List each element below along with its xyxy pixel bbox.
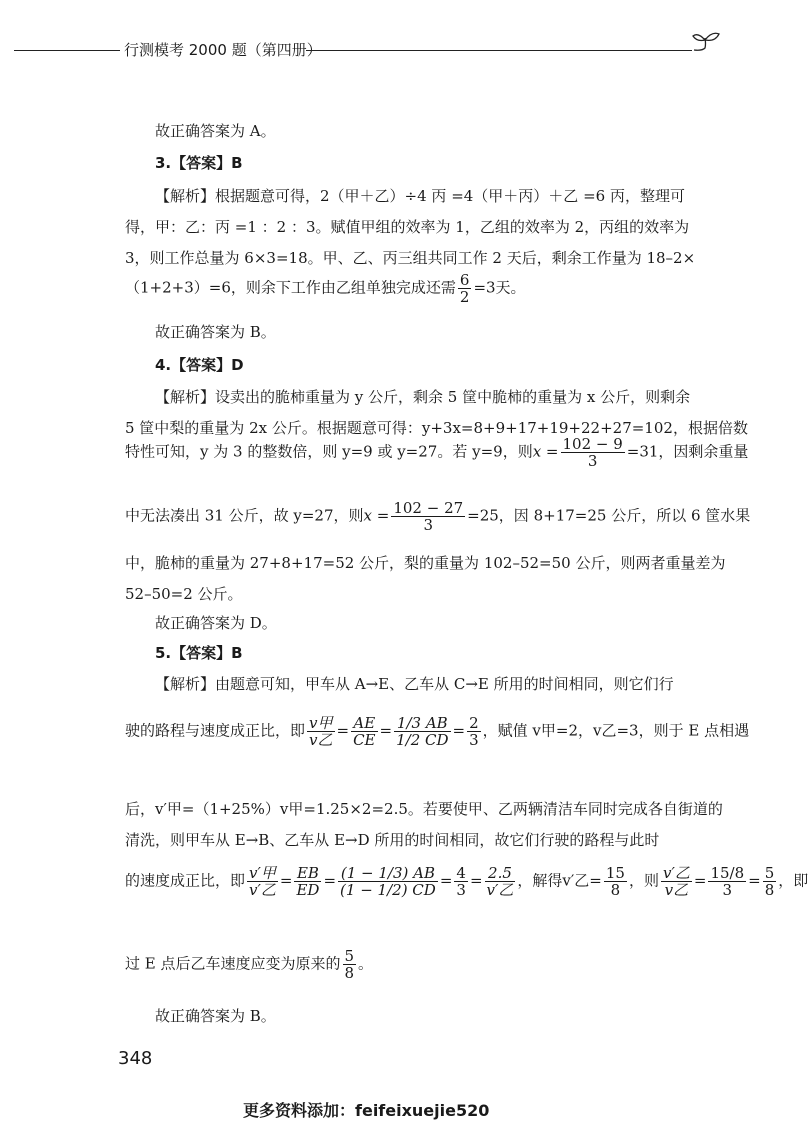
q3-conclusion: 故正确答案为 B。 (155, 323, 276, 341)
page-header (0, 30, 800, 70)
footer-contact: 更多资料添加：feifeixuejie520 (243, 1101, 490, 1120)
q5-analysis-cont: 清洗，则甲车从 E→B、乙车从 E→D 所用的时间相同，故它们行驶的路程与此时 (125, 831, 660, 849)
fraction: $\frac{2}{3}$ (469, 714, 479, 749)
q5-answer: 5.【答案】B (155, 644, 243, 662)
q4-answer: 4.【答案】D (155, 356, 244, 374)
q3-analysis-cont: （1+2+3）=6，则余下工作由乙组单独完成还需 $\frac{6}{2}$ =3天。 (125, 271, 526, 306)
fraction: $\frac{5}{8}$ (764, 864, 775, 899)
q5-analysis-cont: 过 E 点后乙车速度应变为原来的 $\frac{5}{8}$ 。 (125, 947, 374, 982)
fraction: $\frac{15/8}{3}$ (710, 864, 745, 899)
fraction: $\frac{AE}{CE}$ (353, 714, 376, 749)
fraction: $\frac{15}{8}$ (605, 864, 625, 899)
q5-analysis-cont: 驶的路程与速度成正比，即 $\frac{\text{v甲}}{\text{v乙}}$ = $\frac{AE}{CE}$ = $\frac{1/3 AB}{1/2 CD}$ = $\frac{2}{3}$ ，赋值 v甲=2，v乙=3，则于 E 点相遇 (125, 714, 750, 749)
q5-analysis-cont: 后，v′甲=（1+25%）v甲=1.25×2=2.5。若要使甲、乙两辆清洁车同时完成各自街道的 (125, 800, 723, 818)
header-title: 行测模考 2000 题（第四册） (124, 41, 322, 59)
fraction: $\frac{1/3 AB}{1/2 CD}$ (396, 714, 449, 749)
sprout-icon (690, 30, 724, 70)
fraction: $\frac{(1 - 1/3) AB}{(1 - 1/2) CD}$ (340, 864, 436, 899)
q4-analysis: 【解析】设卖出的脆柿重量为 y 公斤，剩余 5 筐中脆柿的重量为 x 公斤，则剩余 (155, 388, 691, 406)
page-number: 348 (118, 1048, 153, 1069)
fraction: $\frac{\text{v′乙}}{\text{v乙}}$ (662, 864, 690, 899)
q4-analysis-cont: 特性可知，y 为 3 的整数倍，则 y=9 或 y=27。若 y=9，则x = $\frac{102 - 9}{3}$ =31，因剩余重量 (125, 435, 749, 470)
fraction: $\frac{\text{v′甲}}{\text{v′乙}}$ (249, 864, 276, 899)
q3-analysis-cont: 得，甲：乙：丙 =1 ：2 ：3。赋值甲组的效率为 1，乙组的效率为 2，丙组的效率为 (125, 218, 690, 236)
q2-conclusion: 故正确答案为 A。 (155, 122, 276, 140)
q3-analysis-cont: 3，则工作总量为 6×3=18。甲、乙、丙三组共同工作 2 天后，剩余工作量为 18–2× (125, 249, 696, 267)
fraction: $\frac{2.5}{\text{v′乙}}$ (486, 864, 514, 899)
q5-analysis: 【解析】由题意可知，甲车从 A→E、乙车从 C→E 所用的时间相同，则它们行 (155, 675, 674, 693)
q5-analysis-cont: 的速度成正比，即 $\frac{\text{v′甲}}{\text{v′乙}}$ = $\frac{EB}{ED}$ = $\frac{(1 - 1/3) AB}{(1 - 1/2) CD}$ = $\frac{4}{3}$ = $\frac{2.5}{\text{v′乙}}$ ，解得v′乙= $\frac{15}{8}$ ，则 $\frac{\text{v′乙}}{\text{v乙}}$ = $\frac{15/8}{3}$ = $\frac{5}{8}$ ，即 (125, 864, 808, 899)
fraction: $\frac{6}{2}$ (459, 271, 470, 306)
fraction: $\frac{5}{8}$ (344, 947, 355, 982)
q4-analysis-cont: 5 筐中梨的重量为 2x 公斤。根据题意可得：y+3x=8+9+17+19+22+27=102，根据倍数 (125, 419, 748, 437)
q3-analysis: 【解析】根据题意可得，2（甲＋乙）÷4 丙 =4（甲＋丙）＋乙 =6 丙，整理可 (155, 187, 685, 205)
fraction: $\frac{EB}{ED}$ (296, 864, 320, 899)
fraction: $\frac{\text{v甲}}{\text{v乙}}$ (309, 714, 333, 749)
header-rule-right (306, 50, 692, 51)
header-rule-left (14, 50, 120, 51)
q4-analysis-cont: 中，脆柿的重量为 27+8+17=52 公斤，梨的重量为 102–52=50 公斤，则两者重量差为 (125, 554, 726, 572)
fraction: $\frac{102 - 9}{3}$ (562, 435, 623, 470)
q4-analysis-cont: 中无法凑出 31 公斤，故 y=27，则x = $\frac{102 - 27}{3}$ =25，因 8+17=25 公斤，所以 6 筐水果 (125, 499, 751, 534)
q4-analysis-cont: 52–50=2 公斤。 (125, 585, 243, 603)
fraction: $\frac{4}{3}$ (456, 864, 466, 899)
q5-conclusion: 故正确答案为 B。 (155, 1007, 276, 1025)
q4-conclusion: 故正确答案为 D。 (155, 614, 277, 632)
fraction: $\frac{102 - 27}{3}$ (393, 499, 464, 534)
q3-answer: 3.【答案】B (155, 154, 243, 172)
